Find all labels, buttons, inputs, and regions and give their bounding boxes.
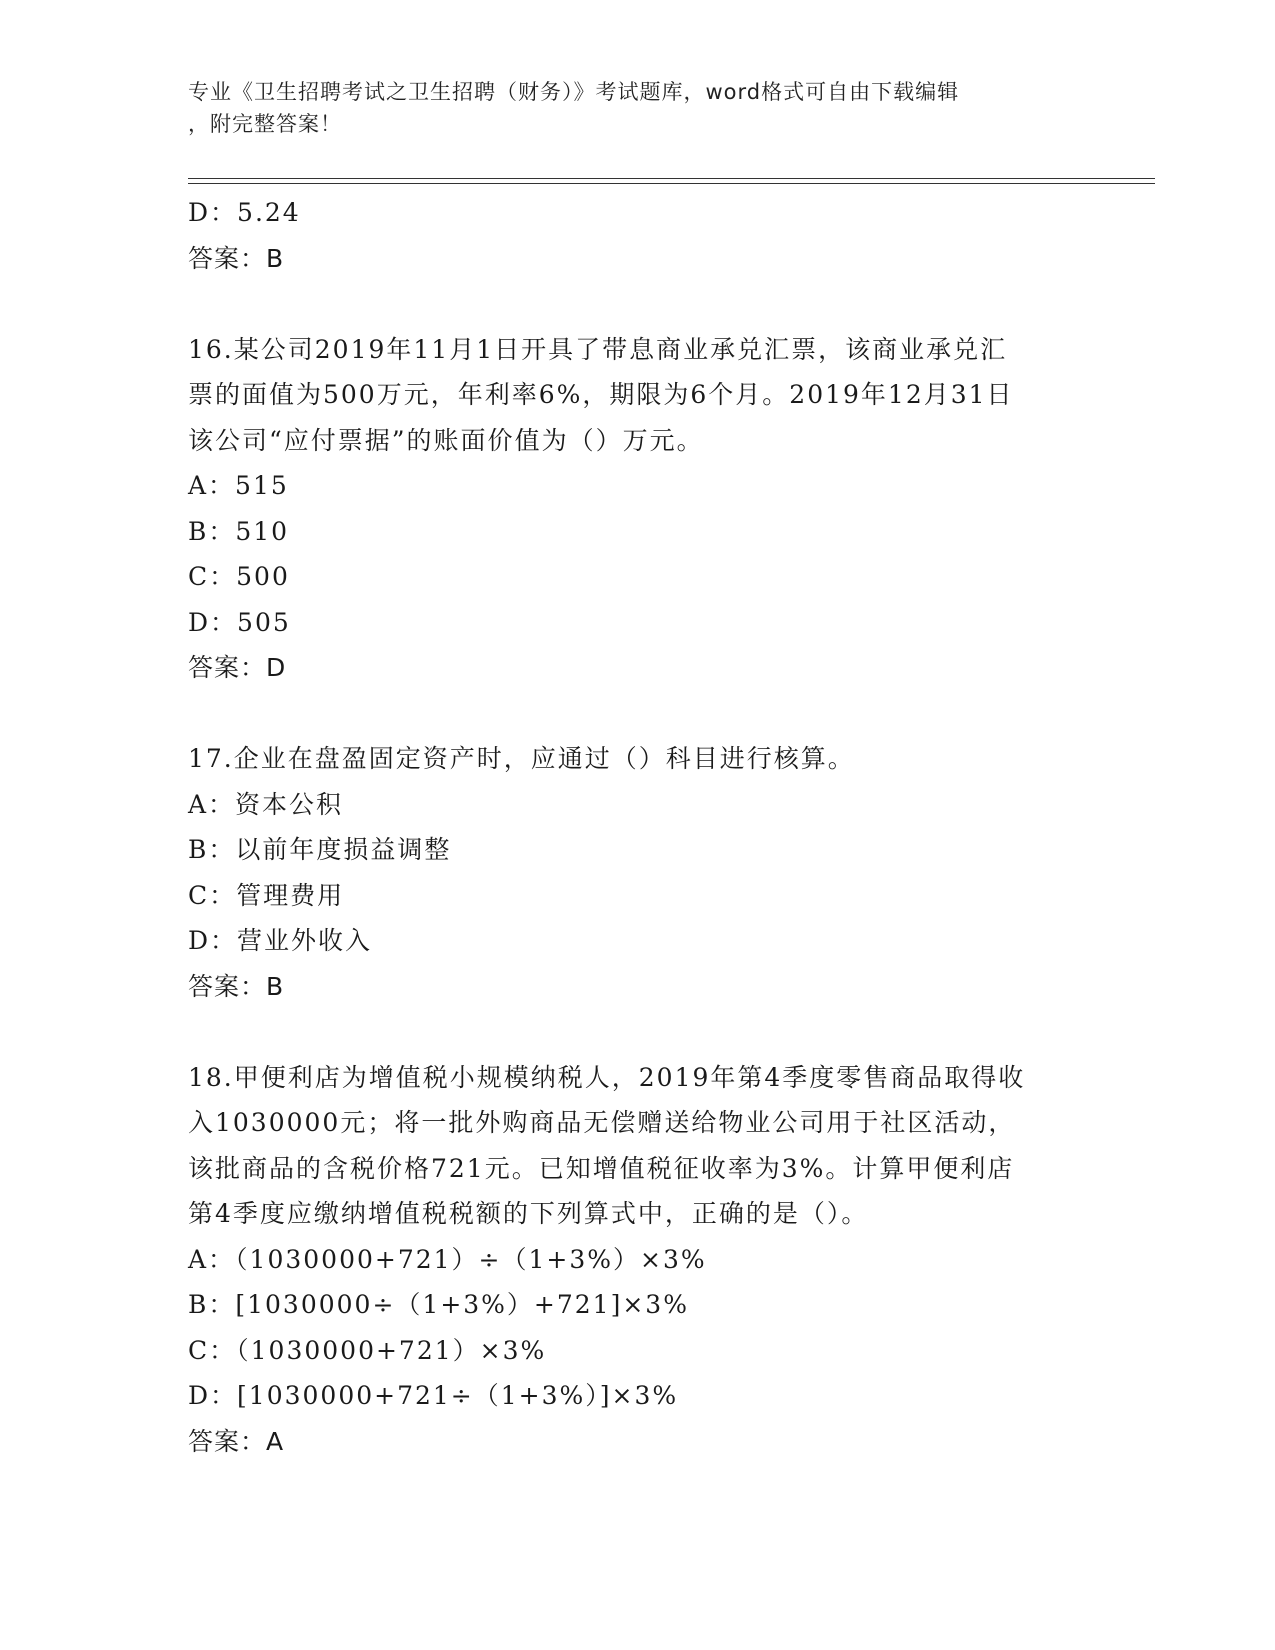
question-content xyxy=(188,190,1088,1464)
question-text-line: 该批商品的含税价格721元。已知增值税征收率为3%。计算甲便利店 xyxy=(188,1153,1015,1183)
document-header xyxy=(188,76,1088,140)
question-text-line: 16.某公司2019年11月1日开具了带息商业承兑汇票，该商业承兑汇 xyxy=(188,334,1008,364)
header-line-1: 专业《卫生招聘考试之卫生招聘（财务）》考试题库，word格式可自由下载编辑 xyxy=(188,80,960,104)
option-d: D：5.24 xyxy=(188,198,301,227)
option-b: B：以前年度损益调整 xyxy=(188,835,452,864)
option-d: D：505 xyxy=(188,607,291,637)
header-divider-bottom xyxy=(188,183,1155,184)
spacer xyxy=(188,1009,1088,1055)
spacer xyxy=(188,691,1088,737)
question-text-line: 18.甲便利店为增值税小规模纳税人，2019年第4季度零售商品取得收 xyxy=(188,1062,1026,1092)
option-b: B：[1030000÷（1+3%）+721]×3% xyxy=(188,1290,689,1319)
option-b: B：510 xyxy=(188,516,290,546)
spacer xyxy=(188,281,1088,327)
option-c: C：（1030000+721）×3% xyxy=(188,1335,547,1365)
option-d: D：营业外收入 xyxy=(188,926,373,955)
question-text-line: 该公司“应付票据”的账面价值为（）万元。 xyxy=(188,425,704,455)
answer-line: 答案：D xyxy=(188,653,287,682)
question-text-line: 入1030000元；将一批外购商品无偿赠送给物业公司用于社区活动， xyxy=(188,1108,1016,1137)
question-15-tail xyxy=(188,190,1088,281)
question-17 xyxy=(188,736,1088,1009)
option-c: C：500 xyxy=(188,562,290,591)
question-text-line: 第4季度应缴纳增值税税额的下列算式中，正确的是（）。 xyxy=(188,1199,869,1228)
answer-line: 答案：B xyxy=(188,971,285,1001)
answer-line: 答案：A xyxy=(188,1426,285,1456)
header-line-2: ，附完整答案！ xyxy=(188,112,342,136)
question-text-line: 17.企业在盘盈固定资产时，应通过（）科目进行核算。 xyxy=(188,744,855,773)
option-a: A：资本公积 xyxy=(188,789,344,819)
question-16 xyxy=(188,327,1088,691)
question-text-line: 票的面值为500万元，年利率6%，期限为6个月。2019年12月31日 xyxy=(188,380,1014,409)
question-18 xyxy=(188,1055,1088,1465)
option-a: A：（1030000+721）÷（1+3%）×3% xyxy=(188,1244,707,1274)
answer-line: 答案：B xyxy=(188,243,285,273)
option-c: C：管理费用 xyxy=(188,880,345,910)
header-divider-top xyxy=(188,178,1155,179)
option-d: D：[1030000+721÷（1+3%）]×3% xyxy=(188,1381,679,1410)
option-a: A：515 xyxy=(188,471,289,500)
